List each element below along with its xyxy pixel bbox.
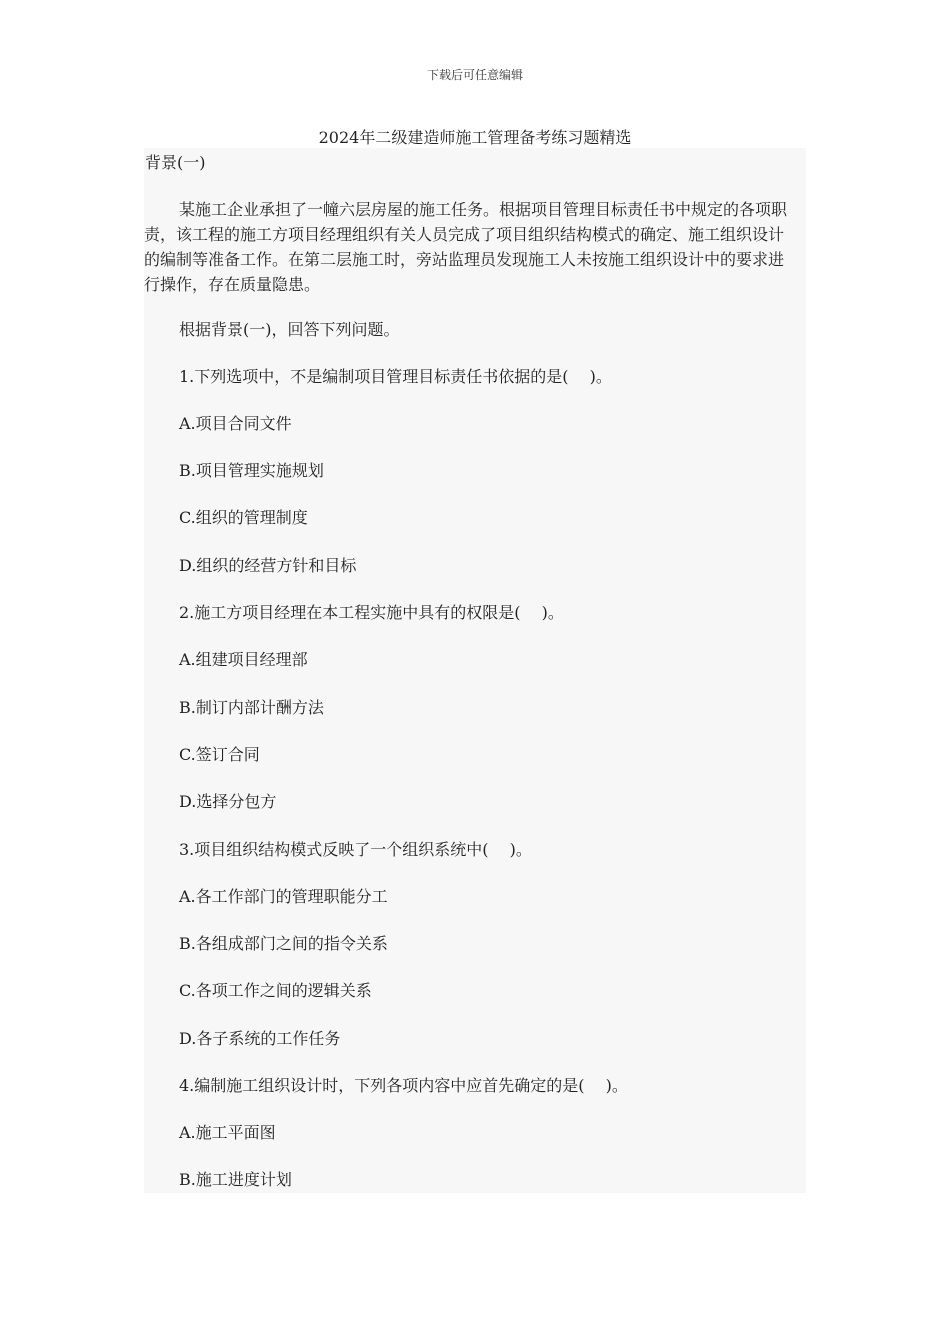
instruction-text: 根据背景(一)，回答下列问题。: [179, 320, 400, 339]
question-option: D.组织的经营方针和目标: [179, 556, 357, 575]
background-paragraph: 某施工企业承担了一幢六层房屋的施工任务。根据项目管理目标责任书中规定的各项职责，该工程的施工方项目经理组织有关人员完成了项目组织结构模式的确定、施工组织设计的编制等准备工作。在第二层施工时，旁站监理员发现施工人未按施工组织设计中的要求进行操作，存在质量隐患。: [144, 200, 788, 294]
question-option: B.项目管理实施规划: [179, 461, 324, 480]
question-stem: 4.编制施工组织设计时，下列各项内容中应首先确定的是( )。: [179, 1076, 628, 1095]
question-option: D.各子系统的工作任务: [179, 1029, 341, 1048]
question-option: B.施工进度计划: [179, 1170, 292, 1189]
question-option: A.组建项目经理部: [179, 650, 308, 669]
question-option: C.签订合同: [179, 745, 260, 764]
document-title: 2024年二级建造师施工管理备考练习题精选: [318, 128, 632, 147]
question-option: A.施工平面图: [179, 1123, 276, 1142]
question-stem: 1.下列选项中，不是编制项目管理目标责任书依据的是( )。: [179, 367, 612, 386]
page-header-note: 下载后可任意编辑: [426, 68, 523, 82]
question-option: D.选择分包方: [179, 792, 277, 811]
question-option: C.各项工作之间的逻辑关系: [179, 981, 372, 1000]
question-option: B.各组成部门之间的指令关系: [179, 934, 388, 953]
question-stem: 2.施工方项目经理在本工程实施中具有的权限是( )。: [179, 603, 564, 622]
question-stem: 3.项目组织结构模式反映了一个组织系统中( )。: [179, 840, 532, 859]
question-option: B.制订内部计酬方法: [179, 698, 324, 717]
background-label: 背景(一): [145, 153, 206, 172]
question-option: A.项目合同文件: [179, 414, 292, 433]
question-option: A.各工作部门的管理职能分工: [179, 887, 388, 906]
question-option: C.组织的管理制度: [179, 508, 308, 527]
